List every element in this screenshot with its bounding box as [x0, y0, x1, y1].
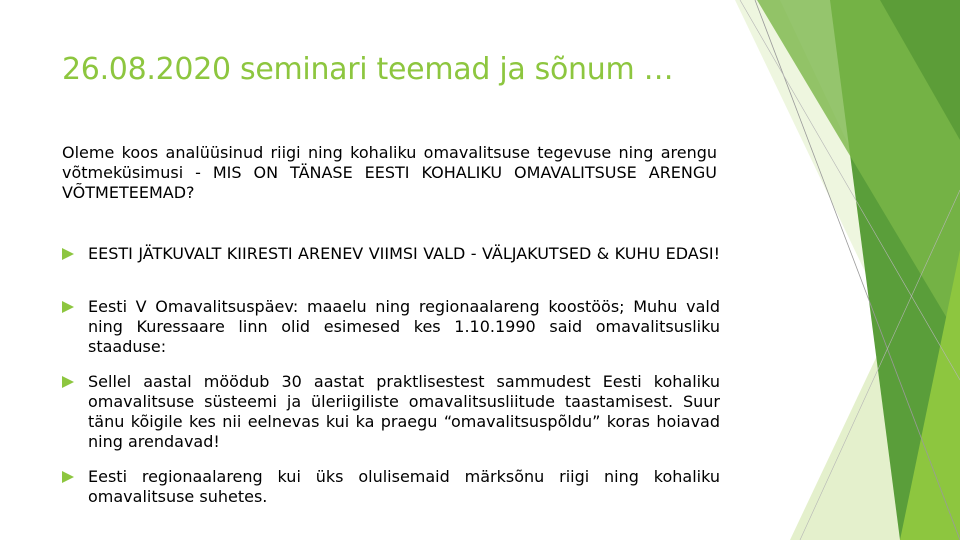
list-item	[62, 244, 720, 264]
list-item	[62, 297, 720, 357]
bullet-text: EESTI JÄTKUVALT KIIRESTI ARENEV VIIMSI VALD - VÄLJAKUTSED & KUHU EDASI!	[88, 244, 720, 263]
triangle-right-icon	[62, 376, 74, 388]
page-title: 26.08.2020 seminari teemad ja sõnum …	[62, 52, 674, 87]
bullet-text: Eesti V Omavalitsuspäev: maaelu ning regionaalareng koostöös; Muhu vald ning Kuressaare linn olid esimesed kes 1.10.1990 said omavalitsusliku staaduse:	[88, 297, 720, 356]
intro-paragraph: Oleme koos analüüsinud riigi ning kohaliku omavalitsuse tegevuse ning arengu võtmeküsimusi - MIS ON TÄNASE EESTI KOHALIKU OMAVALITSUSE ARENGU VÕTMETEEMAD?	[62, 143, 717, 202]
bullet-text: Eesti regionaalareng kui üks olulisemaid märksõnu riigi ning kohaliku omavalitsuse suhetes.	[88, 467, 720, 506]
list-item	[62, 372, 720, 452]
triangle-right-icon	[62, 471, 74, 483]
list-item	[62, 467, 720, 507]
triangle-right-icon	[62, 301, 74, 313]
triangle-right-icon	[62, 248, 74, 260]
bullet-list	[62, 244, 720, 507]
bullet-text: Sellel aastal möödub 30 aastat praktlisestest sammudest Eesti kohaliku omavalitsuse süsteemi ja üleriigiliste omavalitsusliitude taastamisest. Suur tänu kõigile kes nii eelnevas kui ka praegu “omavalitsuspõldu” koras hoiavad ning arendavad!	[88, 372, 720, 451]
